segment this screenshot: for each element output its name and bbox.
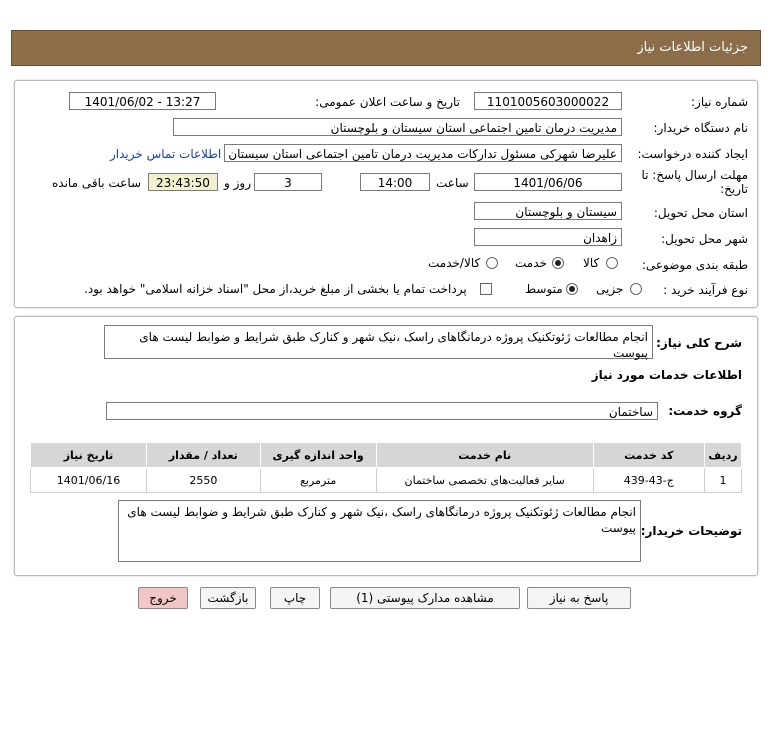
services-table	[30, 442, 742, 493]
cell-unit: مترمربع	[260, 468, 376, 493]
category-radio-goods-service[interactable]	[486, 257, 498, 269]
days-field: 3	[254, 173, 322, 191]
col-date-header: تاریخ نیاز	[31, 443, 147, 468]
deadline-date-field: 1401/06/06	[474, 173, 622, 191]
days-label: روز و	[224, 176, 251, 190]
payment-note: پرداخت تمام یا بخشی از مبلغ خرید،از محل "اسناد خزانه اسلامی" خواهد بود.	[84, 282, 467, 296]
service-group-field: ساختمان	[106, 402, 658, 420]
print-button[interactable]: چاپ	[270, 587, 320, 609]
announce-field: 1401/06/02 - 13:27	[69, 92, 216, 110]
services-title: اطلاعات خدمات مورد نیاز	[591, 368, 742, 382]
back-button[interactable]: بازگشت	[200, 587, 256, 609]
exit-button[interactable]: خروج	[138, 587, 188, 609]
cell-name: سایر فعالیت‌های تخصصی ساختمان	[376, 468, 593, 493]
process-option-medium: متوسط	[525, 282, 563, 296]
process-label: نوع فرآیند خرید :	[663, 283, 748, 297]
table-row	[31, 468, 742, 493]
deadline-label-2: تاریخ:	[720, 182, 748, 196]
category-option-goods-service: کالا/خدمت	[428, 256, 481, 270]
page-header	[11, 30, 761, 66]
col-unit-header: واحد اندازه گیری	[260, 443, 376, 468]
city-field: زاهدان	[474, 228, 622, 246]
deadline-time-field: 14:00	[360, 173, 430, 191]
col-qty-header: تعداد / مقدار	[147, 443, 261, 468]
category-radio-goods[interactable]	[606, 257, 618, 269]
treasury-checkbox[interactable]	[480, 283, 492, 295]
page-title: جزئیات اطلاعات نیاز	[637, 40, 748, 55]
process-radio-medium[interactable]	[566, 283, 578, 295]
category-option-goods: کالا	[583, 256, 600, 270]
province-field: سیستان و بلوچستان	[474, 202, 622, 220]
city-label: شهر محل تحویل:	[661, 232, 748, 246]
col-name-header: نام خدمت	[376, 443, 593, 468]
need-number-label: شماره نیاز:	[691, 95, 748, 109]
creator-label: ایجاد کننده درخواست:	[637, 147, 748, 161]
description-field: انجام مطالعات ژئوتکنیک پروژه درمانگاهای راسک ،نیک شهر و کنارک طبق شرایط و ضوابط لیست های پیوست	[104, 325, 653, 359]
province-label: استان محل تحویل:	[653, 206, 748, 220]
category-label: طبقه بندی موضوعی:	[641, 258, 748, 272]
contact-buyer-link[interactable]: اطلاعات تماس خریدار	[110, 147, 222, 161]
attachments-button[interactable]: مشاهده مدارک پیوستی (1)	[330, 587, 520, 609]
reply-button[interactable]: پاسخ به نیاز	[527, 587, 631, 609]
col-code-header: کد خدمت	[593, 443, 704, 468]
cell-date: 1401/06/16	[31, 468, 147, 493]
buyer-notes-field: انجام مطالعات ژئوتکنیک پروژه درمانگاهای راسک ،نیک شهر و کنارک طبق شرایط و ضوابط لیست های پیوست	[118, 500, 641, 562]
time-label: ساعت	[436, 176, 469, 190]
category-option-service: خدمت	[515, 256, 547, 270]
buyer-org-field: مدیریت درمان تامین اجتماعی استان سیستان و بلوچستان	[173, 118, 622, 136]
col-row-header: ردیف	[705, 443, 742, 468]
buyer-notes-label: توضیحات خریدار:	[640, 524, 742, 538]
table-header-row	[31, 443, 742, 468]
announce-label: تاریخ و ساعت اعلان عمومی:	[315, 95, 460, 109]
creator-field: علیرضا شهرکی مسئول تدارکات مدیریت درمان تامین اجتماعی استان سیستان	[224, 144, 622, 162]
info-panel	[14, 80, 758, 308]
deadline-label-1: مهلت ارسال پاسخ: تا	[641, 168, 748, 182]
cell-row: 1	[705, 468, 742, 493]
buyer-org-label: نام دستگاه خریدار:	[653, 121, 748, 135]
process-radio-minor[interactable]	[630, 283, 642, 295]
category-radio-service[interactable]	[552, 257, 564, 269]
need-number-field: 1101005603000022	[474, 92, 622, 110]
remaining-time-field: 23:43:50	[148, 173, 218, 191]
cell-qty: 2550	[147, 468, 261, 493]
service-group-label: گروه خدمت:	[668, 404, 742, 418]
cell-code: ج-43-439	[593, 468, 704, 493]
remaining-label: ساعت باقی مانده	[52, 176, 142, 190]
description-label: شرح کلی نیاز:	[656, 336, 742, 350]
process-option-minor: جزیی	[596, 282, 624, 296]
